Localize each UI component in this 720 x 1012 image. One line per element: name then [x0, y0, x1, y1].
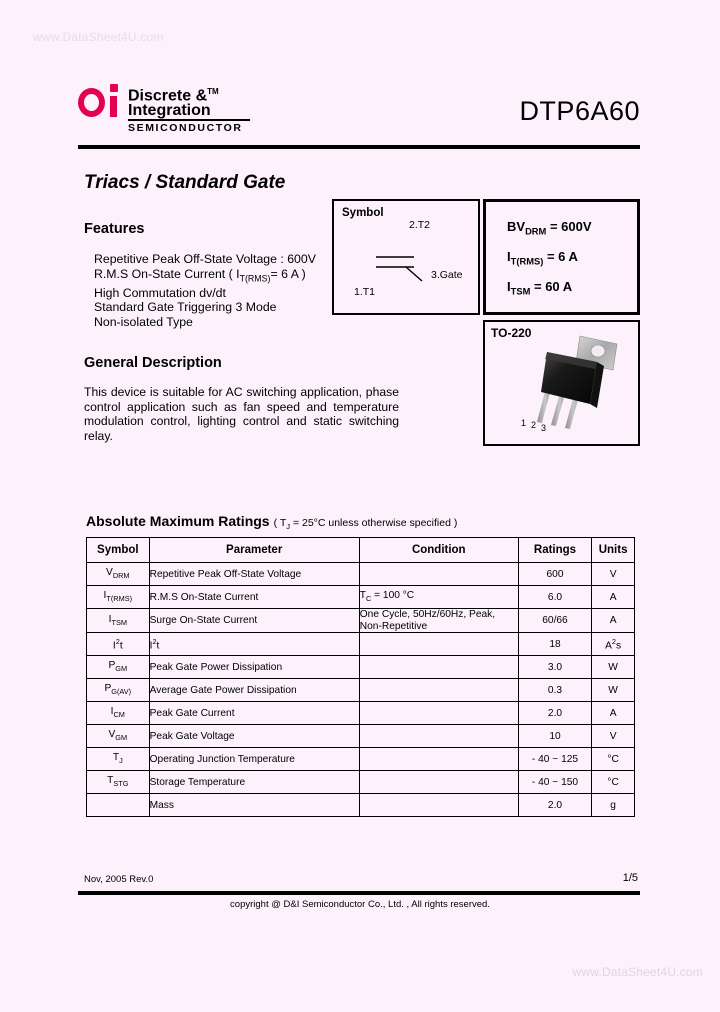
row-symbol-sub: TSM — [111, 618, 127, 628]
row-unit — [592, 633, 635, 656]
row-symbol-sup: 2 — [115, 636, 120, 646]
row-symbol-sub: GM — [115, 664, 128, 674]
row-unit: A — [592, 609, 635, 633]
row-condition — [359, 609, 518, 633]
row-parameter-sup: 2 — [152, 636, 157, 646]
row-symbol — [87, 586, 150, 609]
table-header-row — [87, 538, 635, 563]
row-parameter: Mass — [149, 794, 359, 817]
row-condition-post: = 100 °C — [374, 590, 415, 602]
table-row — [87, 771, 635, 794]
row-symbol-pre: V — [106, 567, 113, 579]
document-header — [78, 82, 640, 144]
key-rating-bvdrm-sub: DRM — [525, 226, 547, 237]
footer-divider — [78, 891, 640, 895]
footer-copyright: copyright @ D&I Semiconductor Co., Ltd. , All rights reserved. — [230, 899, 490, 910]
company-name-line3: SEMICONDUCTOR — [128, 122, 243, 135]
row-rating: 2.0 — [518, 794, 591, 817]
absolute-maximum-ratings-table — [86, 537, 635, 817]
table-row — [87, 609, 635, 633]
company-name — [128, 82, 250, 134]
column-header-condition: Condition — [359, 538, 518, 563]
row-condition-line2: Non-Repetitive — [359, 620, 428, 632]
row-condition-line1: One Cycle, 50Hz/60Hz, Peak, — [359, 609, 496, 620]
logo-i-stem-shape — [110, 96, 117, 117]
company-name-line2: Integration — [128, 102, 211, 120]
row-parameter — [149, 633, 359, 656]
row-condition — [359, 679, 518, 702]
watermark-bottom: www.DataSheet4U.com — [572, 965, 703, 979]
row-condition — [359, 748, 518, 771]
table-row — [87, 563, 635, 586]
row-symbol-pre: I — [110, 706, 114, 718]
row-rating: 600 — [518, 563, 591, 586]
row-parameter: Peak Gate Power Dissipation — [149, 656, 359, 679]
company-name-line1 — [128, 84, 250, 103]
row-unit-sup: 2 — [611, 636, 616, 646]
row-unit: A — [592, 586, 635, 609]
row-symbol-pre: T — [112, 752, 120, 764]
row-condition-sub: C — [365, 594, 372, 604]
row-parameter: Operating Junction Temperature — [149, 748, 359, 771]
logo-i-dot-shape — [110, 84, 118, 92]
row-symbol-sub: J — [119, 756, 123, 766]
column-header-symbol: Symbol — [87, 538, 150, 563]
row-symbol-sub: T(RMS) — [106, 594, 133, 604]
package-box — [483, 320, 640, 446]
amr-heading — [86, 513, 457, 531]
table-row — [87, 633, 635, 656]
key-rating-itsm — [507, 279, 572, 297]
symbol-box — [332, 199, 480, 315]
company-name-line1-text: Discrete & — [128, 87, 208, 105]
column-header-parameter: Parameter — [149, 538, 359, 563]
row-symbol-pre: P — [108, 660, 116, 672]
table-row — [87, 656, 635, 679]
row-parameter: Storage Temperature — [149, 771, 359, 794]
key-rating-itsm-sub: TSM — [510, 286, 531, 297]
package-pin-numbers — [521, 418, 546, 433]
feature-item-2-sub: T(RMS) — [239, 273, 271, 284]
row-symbol — [87, 679, 150, 702]
row-parameter: Surge On-State Current — [149, 609, 359, 633]
watermark-top: www.DataSheet4U.com — [33, 30, 164, 44]
row-parameter: R.M.S On-State Current — [149, 586, 359, 609]
column-header-ratings: Ratings — [518, 538, 591, 563]
feature-item-3: High Commutation dv/dt — [94, 285, 226, 300]
row-rating: - 40 ~ 150 — [518, 771, 591, 794]
row-symbol — [87, 794, 150, 817]
amr-heading-text: Absolute Maximum Ratings — [86, 513, 270, 529]
header-divider — [78, 145, 640, 149]
row-symbol-pre: I — [103, 590, 107, 602]
table-row — [87, 702, 635, 725]
row-symbol — [87, 609, 150, 633]
row-symbol-pre: P — [104, 683, 112, 695]
row-parameter: Repetitive Peak Off-State Voltage — [149, 563, 359, 586]
row-unit: V — [592, 725, 635, 748]
package-type-label: TO-220 — [491, 326, 532, 340]
key-ratings-box — [483, 199, 640, 315]
table-row — [87, 794, 635, 817]
key-rating-itrms-sub: T(RMS) — [510, 256, 544, 267]
row-symbol — [87, 771, 150, 794]
amr-note-post: = 25°C unless otherwise specified ) — [292, 517, 458, 529]
row-symbol-pre: V — [108, 729, 116, 741]
row-condition — [359, 702, 518, 725]
part-number: DTP6A60 — [519, 96, 640, 126]
row-parameter-pre: I — [149, 640, 153, 652]
row-rating: 2.0 — [518, 702, 591, 725]
amr-condition-note — [270, 517, 458, 532]
trademark-symbol: TM — [207, 87, 219, 96]
row-unit: g — [592, 794, 635, 817]
row-condition — [359, 656, 518, 679]
row-condition — [359, 771, 518, 794]
table-row — [87, 725, 635, 748]
feature-item-5: Non-isolated Type — [94, 314, 193, 329]
feature-item-1: Repetitive Peak Off-State Voltage : 600V — [94, 252, 316, 266]
row-parameter: Peak Gate Current — [149, 702, 359, 725]
row-parameter: Peak Gate Voltage — [149, 725, 359, 748]
row-condition — [359, 633, 518, 656]
row-symbol-sub: DRM — [112, 571, 130, 581]
to220-package-image — [485, 322, 638, 444]
package-pin-1-label: 1 — [521, 418, 527, 428]
key-rating-bvdrm-pre: BV — [507, 219, 526, 234]
row-symbol-sub: GM — [115, 733, 128, 743]
symbol-terminal-t2-label: 2.T2 — [409, 219, 431, 231]
feature-item-2-post: = 6 A ) — [270, 266, 306, 281]
row-condition — [359, 563, 518, 586]
row-condition — [359, 586, 518, 609]
amr-note-sub: J — [286, 522, 291, 532]
row-rating: 3.0 — [518, 656, 591, 679]
logo-divider — [128, 119, 250, 121]
row-symbol-pre: I — [112, 640, 116, 652]
row-rating: 18 — [518, 633, 591, 656]
row-rating: 60/66 — [518, 609, 591, 633]
table-row — [87, 748, 635, 771]
features-list — [94, 252, 316, 329]
row-unit: W — [592, 656, 635, 679]
row-rating: - 40 ~ 125 — [518, 748, 591, 771]
row-symbol — [87, 748, 150, 771]
row-parameter-post: t — [156, 640, 160, 652]
footer-page-number: 1/5 — [622, 872, 638, 884]
logo-o-shape — [78, 88, 105, 117]
row-rating: 10 — [518, 725, 591, 748]
row-parameter: Average Gate Power Dissipation — [149, 679, 359, 702]
row-condition — [359, 794, 518, 817]
column-header-units: Units — [592, 538, 635, 563]
row-condition — [359, 725, 518, 748]
triac-symbol-icon — [334, 201, 482, 317]
key-rating-itsm-pre: I — [507, 279, 511, 294]
row-symbol-sub: CM — [113, 710, 125, 720]
row-symbol-pre: I — [108, 613, 112, 625]
company-logo — [78, 82, 250, 134]
key-rating-bvdrm-value: = 600V — [549, 219, 592, 234]
package-pin-3-label: 3 — [541, 423, 547, 433]
row-symbol — [87, 633, 150, 656]
feature-item-2 — [94, 267, 316, 286]
row-symbol-sub: G(AV) — [111, 687, 132, 697]
page-title: Triacs / Standard Gate — [84, 172, 286, 193]
row-symbol — [87, 656, 150, 679]
symbol-terminal-t1-label: 1.T1 — [354, 286, 376, 298]
footer-revision: Nov, 2005 Rev.0 — [84, 874, 154, 885]
table-row — [87, 586, 635, 609]
symbol-terminal-gate-label: 3.Gate — [431, 269, 463, 281]
feature-item-4: Standard Gate Triggering 3 Mode — [94, 300, 277, 315]
key-rating-bvdrm — [507, 219, 592, 237]
row-symbol-pre: T — [107, 775, 114, 787]
row-unit-pre: A — [605, 640, 612, 652]
row-rating: 0.3 — [518, 679, 591, 702]
row-unit: °C — [592, 748, 635, 771]
row-unit: W — [592, 679, 635, 702]
features-heading: Features — [84, 221, 145, 237]
row-symbol — [87, 563, 150, 586]
row-unit: V — [592, 563, 635, 586]
row-unit: °C — [592, 771, 635, 794]
key-rating-itrms-value: = 6 A — [546, 249, 578, 264]
general-description-body: This device is suitable for AC switching application, phase control application such as fan speed and temperature modulation control, lighting control and static switching relay. — [84, 385, 399, 443]
row-rating: 6.0 — [518, 586, 591, 609]
row-unit: A — [592, 702, 635, 725]
row-unit-post: s — [615, 640, 622, 652]
oi-logo-icon — [78, 82, 124, 124]
feature-item-2-pre: R.M.S On-State Current ( I — [94, 266, 240, 281]
table-row — [87, 679, 635, 702]
package-pin-2-label: 2 — [531, 420, 537, 430]
symbol-box-label: Symbol — [342, 207, 384, 219]
general-description-heading: General Description — [84, 355, 222, 371]
row-condition-pre: T — [359, 590, 366, 602]
key-rating-itrms-pre: I — [507, 249, 511, 264]
row-symbol-sub: STG — [113, 779, 129, 789]
key-rating-itrms — [507, 249, 578, 267]
amr-note-pre: ( T — [273, 517, 287, 529]
row-symbol — [87, 702, 150, 725]
row-symbol-post: t — [119, 640, 123, 652]
row-symbol — [87, 725, 150, 748]
key-rating-itsm-value: = 60 A — [533, 279, 573, 294]
